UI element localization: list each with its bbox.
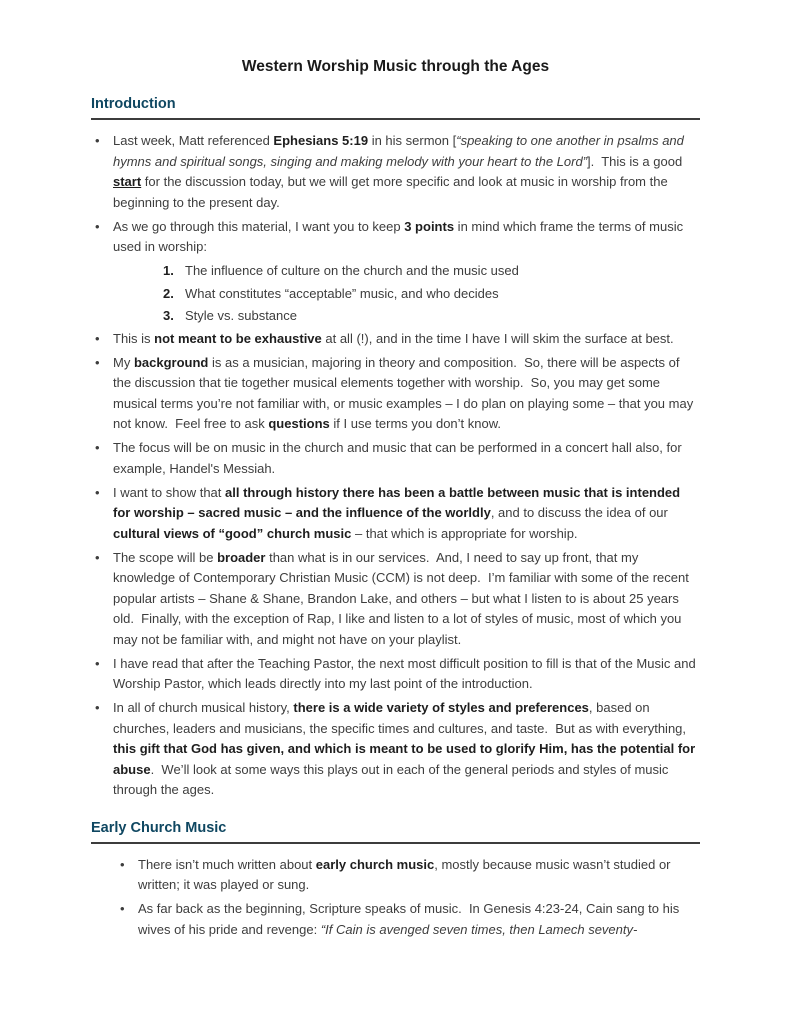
bullet-paragraph (91, 217, 700, 258)
section-early-church-music (91, 819, 700, 941)
bullet-marker: • (120, 901, 125, 916)
text-run: What constitutes “acceptable” music, and who decides (185, 285, 499, 301)
number-marker: 3. (163, 308, 174, 323)
section-body-early-church-music (91, 855, 700, 941)
section-body-introduction (91, 131, 700, 801)
text-run: “If Cain is avenged seven times, then Lamech seventy- (320, 921, 638, 937)
text-run: . We’ll look at some ways this plays out in each of the general periods and styles of music through the ages. (113, 761, 673, 797)
text-run: As we go through this material, I want you to keep (113, 218, 405, 234)
text-run: at all (!), and in the time I have I will skim the surface at best. (321, 330, 674, 346)
text-run: start (113, 174, 142, 189)
text-run: questions (268, 416, 330, 431)
bullet-marker: • (95, 133, 100, 148)
text-run: than what is in our services. And, I need to say up front, that my knowledge of Contemporary Christian Music (CCM) is not deep. I’m familiar with some of the recent popular artists – Shane & Shane, Brandon Lake, and others – but what I listen to is about 25 years old. Finally, with the exception of Rap, I like and listen to a lot of styles of music, most of which you may not be familiar with, and might not have on your playlist. (113, 549, 693, 647)
text-run: There isn’t much written about (138, 856, 316, 872)
number-marker: 1. (163, 263, 174, 278)
text-run: , and to discuss the idea of our (490, 505, 672, 520)
bullet-paragraph (91, 654, 700, 695)
bullet-paragraph (91, 548, 700, 651)
text-run: for the discussion today, but we will get more specific and look at music in worship from the beginning to the present day. (113, 174, 672, 210)
bullet-marker: • (95, 549, 100, 565)
text-run: in his sermon [ (368, 133, 457, 148)
text-run: I have read that after the Teaching Pastor, the next most difficult position to fill is that of the Music and Worship Pastor, which leads directly into my last point of the introduction. (113, 655, 700, 691)
text-run: Style vs. substance (185, 308, 297, 323)
bullet-marker: • (95, 655, 100, 671)
paragraph-text (113, 353, 700, 435)
bullet-paragraph (91, 329, 700, 350)
paragraph-text (138, 855, 700, 896)
text-run: in mind which frame the terms of music used in worship: (113, 218, 687, 254)
text-run: , based on churches, leaders and musicians, the specific times and cultures, and taste. But as with everything, (113, 700, 690, 736)
bullet-paragraph (91, 131, 700, 213)
text-run: – that which is appropriate for worship. (351, 525, 578, 541)
section-heading-introduction: Introduction (91, 96, 176, 112)
paragraph-text (113, 483, 700, 545)
text-run: all through history there has been a battle between music that is intended for worship – sacred music – and the influence of the worldly (113, 484, 684, 520)
text-run: “speaking to one another in psalms and hymns and spiritual songs, singing and making melody with your heart to the Lord” (113, 133, 688, 169)
text-run: cultural views of “good” church music (113, 525, 352, 541)
bullet-marker: • (95, 440, 100, 455)
document-title: Western Worship Music through the Ages (241, 58, 550, 75)
text-run: 3 points (404, 218, 455, 234)
bullet-paragraph (91, 698, 700, 801)
bullet-marker: • (95, 700, 100, 715)
text-run: This is (113, 330, 155, 346)
paragraph-text (185, 261, 700, 282)
paragraph-text (113, 698, 700, 801)
text-run: background (133, 354, 209, 370)
paragraph-text (138, 899, 700, 940)
text-run: is as a musician, majoring in theory and composition. So, there will be aspects of the discussion that tie together musical elements together with worship. So, you may get some musical terms you’re not familiar with, or music examples – I do plan on playing some – that you may not know. Feel free to ask (113, 354, 697, 431)
heading-rule (91, 118, 700, 120)
paragraph-text (113, 217, 700, 258)
paragraph-text (185, 306, 700, 327)
bullet-marker: • (95, 218, 100, 234)
text-run: In all of church musical history, (113, 700, 294, 715)
bullet-marker: • (95, 484, 100, 500)
bullet-paragraph (91, 855, 700, 896)
bullet-paragraph (91, 899, 700, 940)
heading-rule (91, 842, 700, 844)
bullet-paragraph (91, 483, 700, 545)
text-run: there is a wide variety of styles and preferences (293, 700, 589, 715)
text-run: The scope will be (113, 549, 218, 565)
number-marker: 2. (163, 285, 174, 301)
section-introduction (91, 95, 700, 801)
bullet-marker: • (95, 354, 100, 370)
bullet-paragraph (91, 353, 700, 435)
text-run: I want to show that (113, 484, 226, 500)
text-run: broader (217, 549, 266, 565)
section-heading-early-church-music: Early Church Music (91, 819, 227, 836)
paragraph-text (113, 548, 700, 651)
text-run: The focus will be on music in the church and music that can be performed in a concert hall also, for example, Handel's Messiah. (113, 440, 686, 476)
bullet-marker: • (120, 856, 125, 872)
numbered-item (91, 261, 700, 282)
paragraph-text (185, 284, 700, 305)
paragraph-text (113, 131, 700, 213)
text-run: if I use terms you don’t know. (329, 416, 502, 431)
text-run: , mostly because music wasn’t studied or written; it was played or sung. (138, 856, 675, 892)
bullet-marker: • (95, 330, 100, 346)
text-run: Ephesians 5:19 (273, 133, 369, 148)
text-run: early church music (315, 856, 435, 872)
text-run: not meant to be exhaustive (154, 330, 322, 346)
paragraph-text (113, 438, 700, 479)
numbered-item (91, 284, 700, 305)
text-run: ]. This is a good (587, 153, 686, 169)
text-run: Last week, Matt referenced (113, 133, 274, 148)
bullet-paragraph (91, 438, 700, 479)
text-run: this gift that God has given, and which is meant to be used to glorify Him, has the potential for abuse (113, 741, 699, 777)
numbered-item (91, 306, 700, 327)
text-run: As far back as the beginning, Scripture speaks of music. In Genesis 4:23-24, Cain sang to his wives of his pride and revenge: (138, 901, 683, 937)
paragraph-text (113, 654, 700, 695)
paragraph-text (113, 329, 700, 350)
text-run: My (113, 354, 134, 370)
text-run: The influence of culture on the church and the music used (185, 263, 519, 278)
